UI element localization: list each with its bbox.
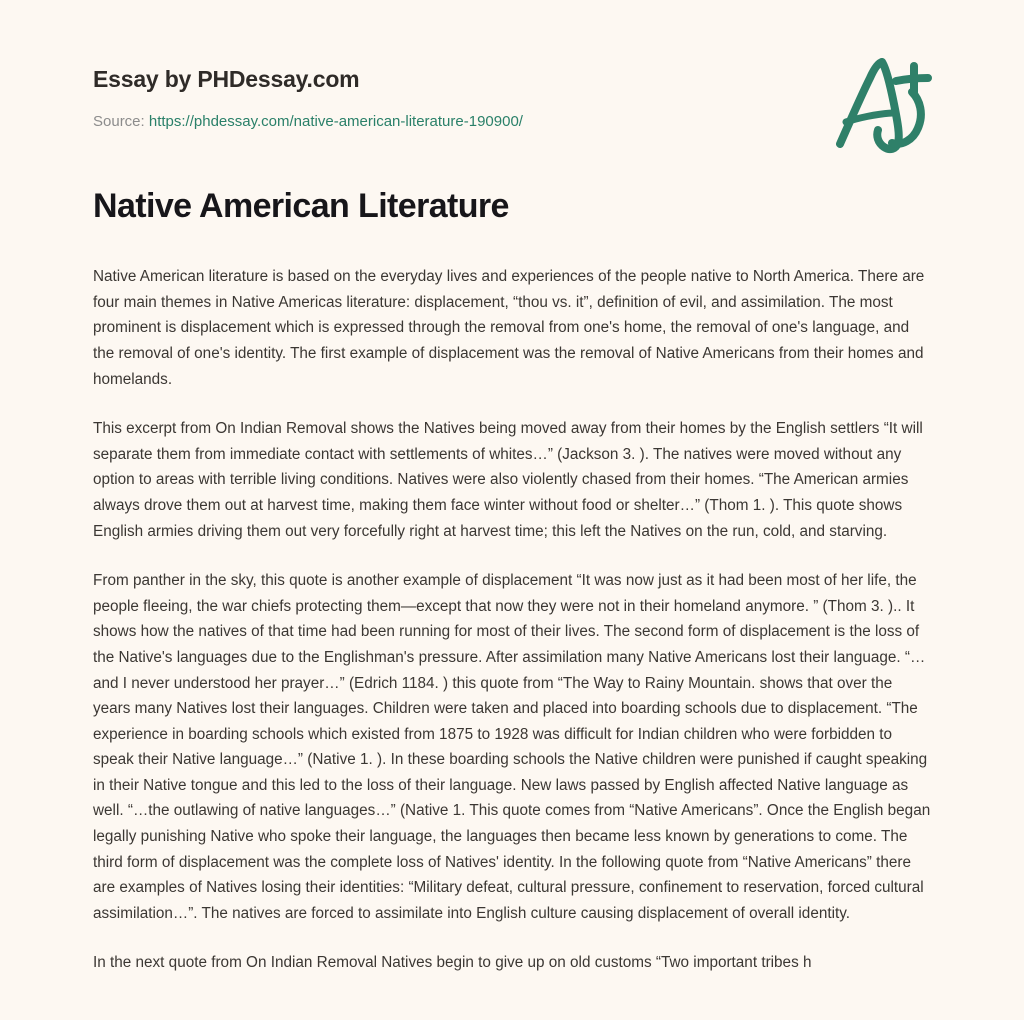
article-paragraph: In the next quote from On Indian Removal Natives begin to give up on old customs “Two important tribes h — [93, 954, 812, 972]
source-url-link[interactable]: https://phdessay.com/native-american-literature-190900/ — [148, 112, 523, 130]
article-paragraph: This excerpt from On Indian Removal shows the Natives being moved away from their homes by the English settlers “It will separate them from immediate contact with settlements of whites…” (Jackson 3. ). The natives were moved without any option to areas with terrible living conditions. Natives were also violently chased from their homes. “The American armies always drove them out at harvest time, making them face winter without food or shelter…” (Thom 1. ). This quote shows English armies driving them out very forcefully right at harvest time; this left the Natives on the run, cold, and starving. — [93, 420, 923, 540]
article — [0, 131, 1024, 976]
article-title: Native American Literature — [93, 187, 509, 226]
source-line — [93, 112, 931, 132]
aplus-logo-icon — [826, 48, 946, 158]
aplus-logo-svg — [826, 48, 946, 158]
article-paragraph: From panther in the sky, this quote is another example of displacement “It was now just as it had been most of her life, the people fleeing, the war chiefs protecting them—except that now they were not in their homeland anymore. ” (Thom 3. ).. It shows how the natives of that time had been running for most of their lives. The second form of displacement is the loss of the Native's languages due to the Englishman's pressure. After assimilation many Native Americans lost their language. “…and I never understood her prayer…” (Edrich 1184. ) this quote from “The Way to Rainy Mountain. shows that over the years many Natives lost their languages. Children were taken and placed into boarding schools due to displacement. “The experience in boarding schools which existed from 1875 to 1928 was difficult for Indian children who were forbidden to speak their Native language…” (Native 1. ). In these boarding schools the Native children were punished if caught speaking in their Native tongue and this led to the loss of their language. New laws passed by English affected Native language as well. “…the outlawing of native languages…” (Native 1. This quote comes from “Native Americans”. Once the English began legally punishing Native who spoke their language, the languages then became less known by generations to come. The third form of displacement was the complete loss of Natives' identity. In the following quote from “Native Americans” there are examples of Natives losing their identities: “Military defeat, cultural pressure, confinement to reservation, forced cultural assimilation…”. The natives are forced to assimilate into English culture causing displacement of overall identity. — [93, 572, 931, 922]
page-header — [0, 0, 1024, 131]
article-paragraph: Native American literature is based on the everyday lives and experiences of the people native to North America. There are four main themes in Native Americas literature: displacement, “thou vs. it”, definition of evil, and assimilation. The most prominent is displacement which is expressed through the removal from one's home, the removal of one's language, and the removal of one's identity. The first example of displacement was the removal of Native Americans from their homes and homelands. — [93, 268, 925, 388]
brand-title: Essay by PHDessay.com — [93, 66, 360, 92]
article-body — [93, 264, 931, 976]
source-label: Source: — [93, 112, 145, 130]
